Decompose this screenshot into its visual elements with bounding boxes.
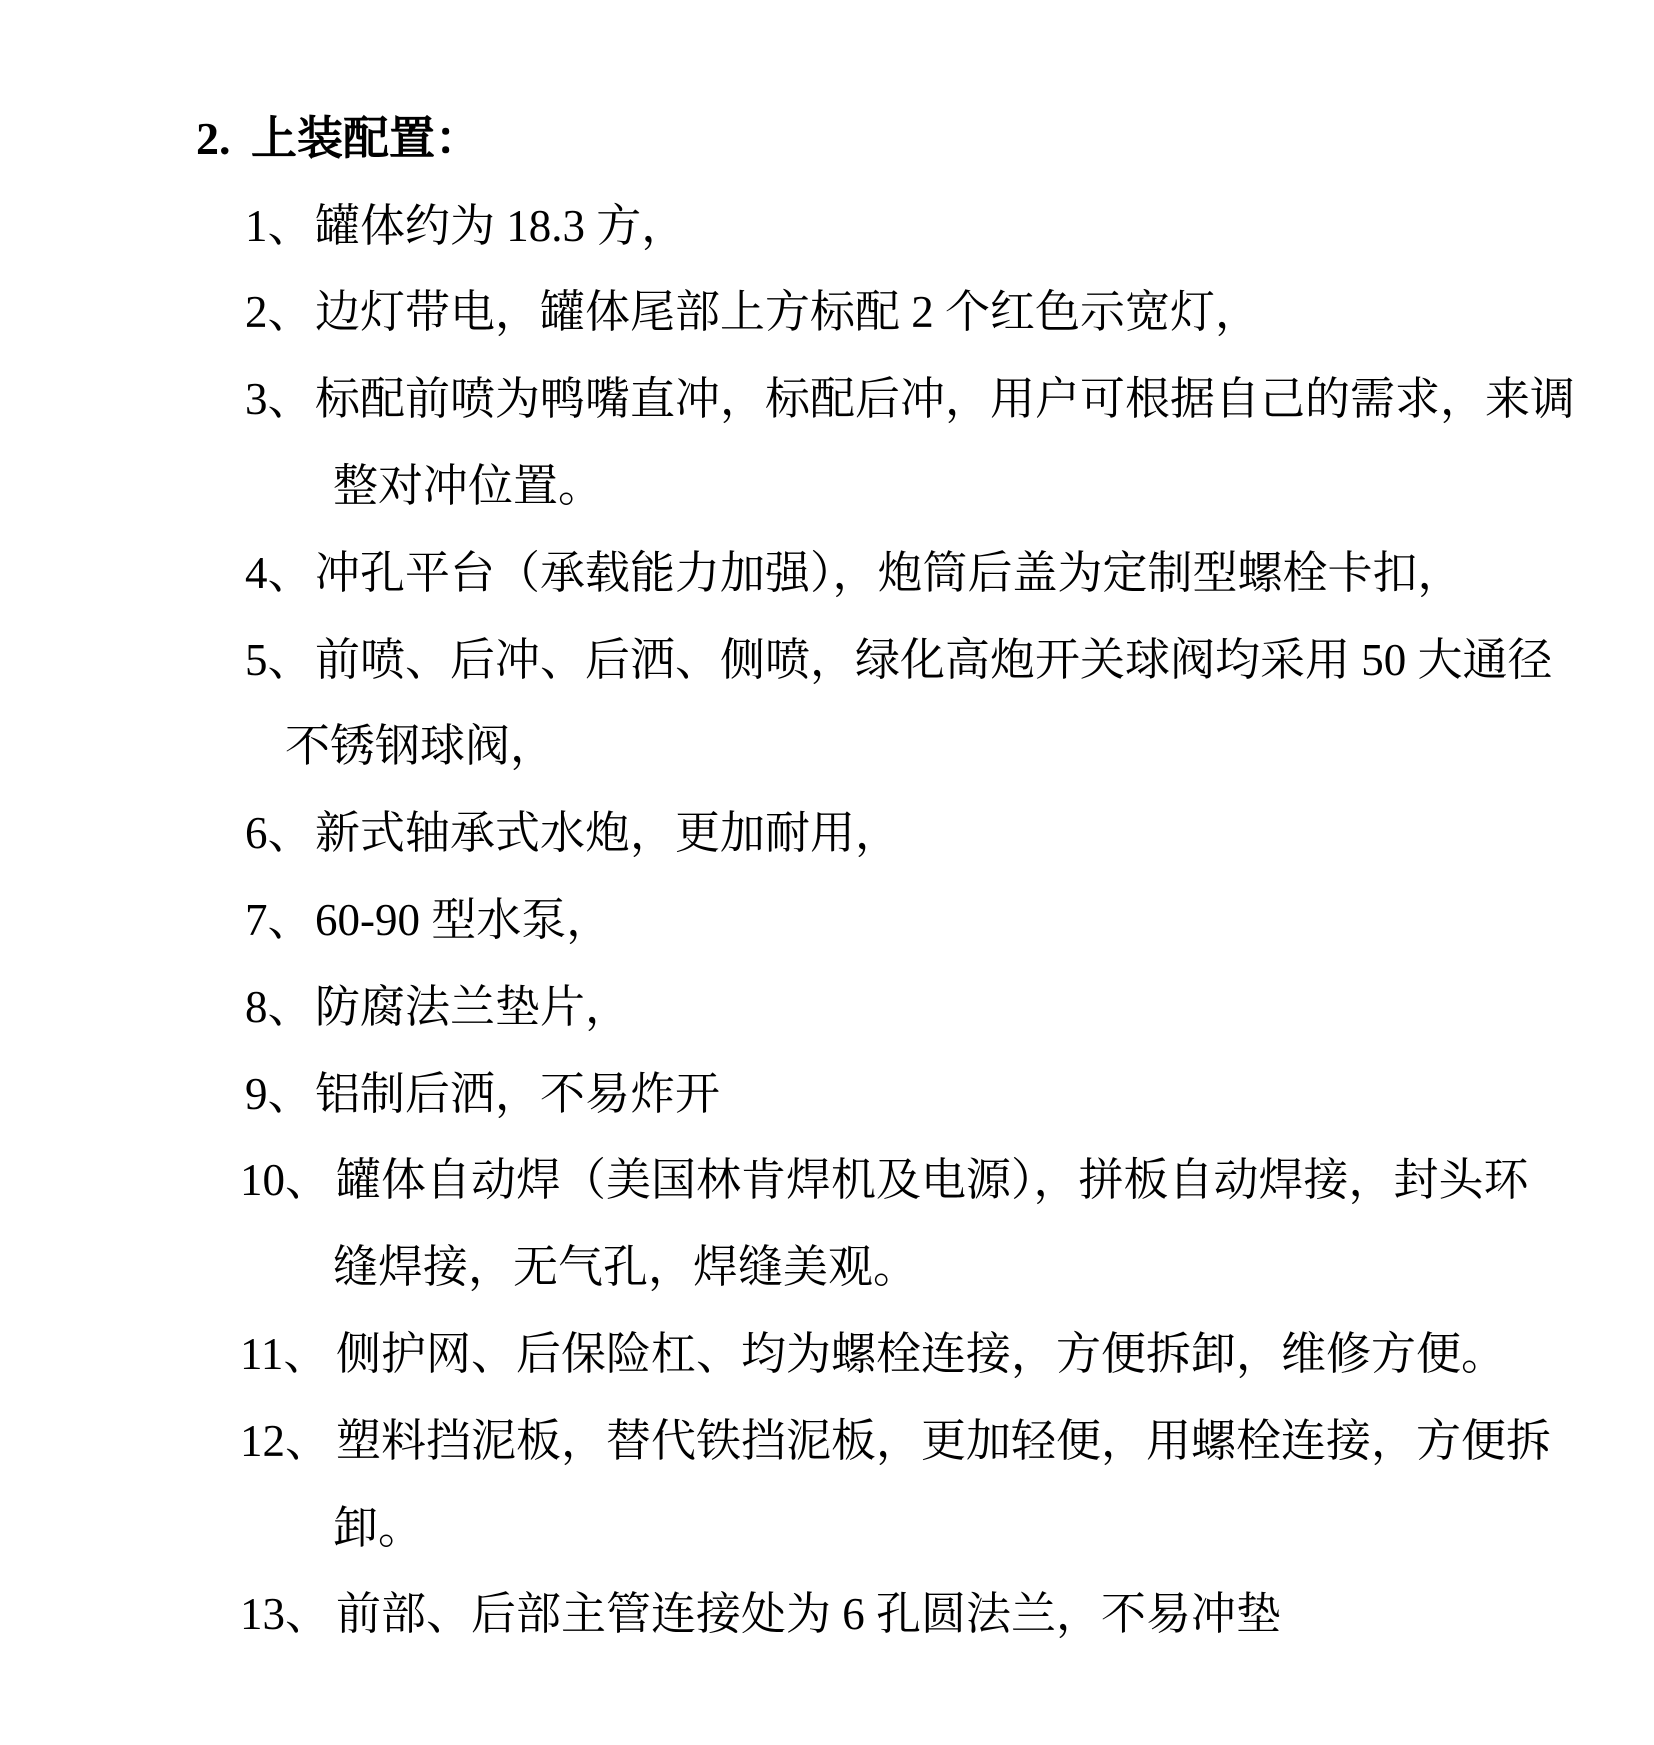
item-text: 卸。 [333, 1502, 424, 1553]
item-text: 前喷、后冲、后洒、侧喷，绿化高炮开关球阀均采用 50 大通径 [315, 634, 1553, 685]
item-marker: 6、 [245, 808, 313, 859]
item-text: 侧护网、后保险杠、均为螺栓连接，方便拆卸，维修方便。 [336, 1328, 1507, 1379]
item-marker: 3、 [245, 374, 313, 425]
item-text: 新式轴承式水炮，更加耐用， [315, 808, 901, 859]
item-marker: 8、 [245, 981, 313, 1032]
item-text: 铝制后洒，不易炸开 [315, 1068, 721, 1119]
item-text: 罐体约为 18.3 方， [315, 200, 687, 251]
section-heading [0, 9, 1654, 164]
item-marker: 7、 [245, 894, 313, 945]
item-marker: 5、 [245, 634, 313, 685]
item-text: 边灯带电，罐体尾部上方标配 2 个红色示宽灯， [315, 287, 1261, 338]
item-text: 防腐法兰垫片， [315, 981, 631, 1032]
item-text: 冲孔平台（承载能力加强），炮筒后盖为定制型螺栓卡扣， [315, 547, 1463, 598]
item-text: 罐体自动焊（美国林肯焊机及电源），拼板自动焊接，封头环 [336, 1155, 1529, 1206]
section-number: 2. [196, 112, 231, 164]
list-item-4 [0, 443, 1654, 598]
item-marker: 10、 [240, 1155, 331, 1206]
item-marker: 12、 [240, 1415, 331, 1466]
section-title: 上装配置： [251, 112, 481, 164]
item-text: 塑料挡泥板，替代铁挡泥板，更加轻便，用螺栓连接，方便拆 [336, 1415, 1552, 1466]
list-item-13 [0, 1485, 1654, 1640]
item-text: 标配前喷为鸭嘴直冲，标配后冲，用户可根据自己的需求，来调 [315, 374, 1576, 425]
item-text: 缝焊接，无气孔，焊缝美观。 [333, 1242, 919, 1293]
item-marker: 4、 [245, 547, 313, 598]
item-marker: 9、 [245, 1068, 313, 1119]
item-text: 前部、后部主管连接处为 6 孔圆法兰，不易冲垫 [336, 1589, 1282, 1640]
item-text: 整对冲位置。 [333, 460, 604, 511]
document-page [0, 9, 1654, 1640]
item-text: 不锈钢球阀， [285, 721, 556, 772]
item-marker: 13、 [240, 1589, 331, 1640]
item-marker: 2、 [245, 287, 313, 338]
item-marker: 11、 [240, 1328, 329, 1379]
item-text: 60-90 型水泵， [315, 894, 612, 945]
item-marker: 1、 [245, 200, 313, 251]
